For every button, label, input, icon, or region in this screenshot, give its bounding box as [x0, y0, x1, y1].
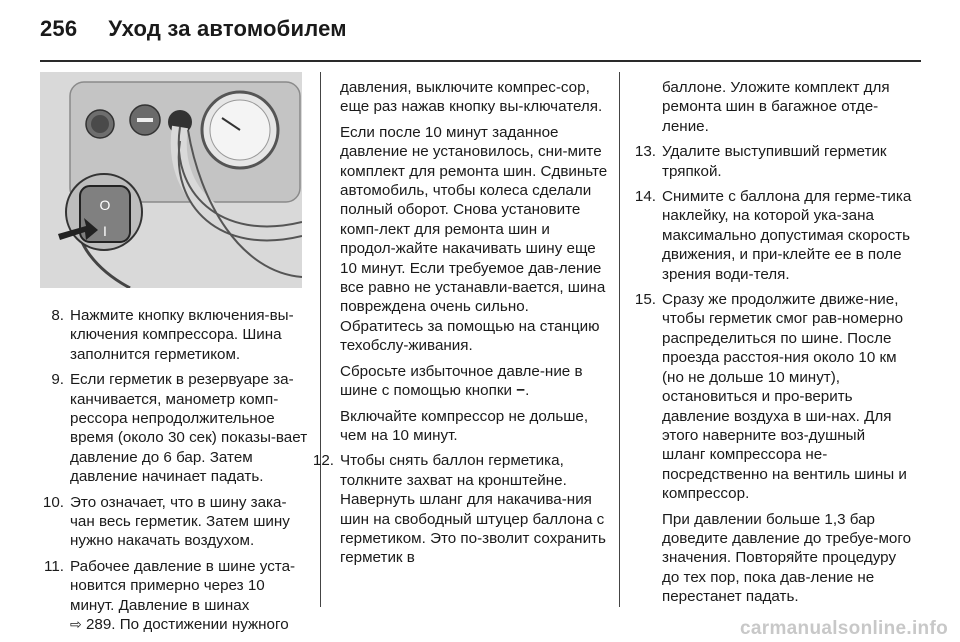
paragraph: Сбросьте избыточное давле-ние в шине с помощью кнопки −. — [340, 362, 583, 400]
step-number: 8. — [51, 307, 64, 324]
page-header — [40, 16, 347, 42]
step-text: Удалите выступивший герметик тряпкой. — [662, 143, 887, 180]
page-title: Уход за автомобилем — [108, 16, 347, 41]
header-rule — [40, 60, 921, 62]
step-text: Чтобы снять баллон герметика, толкните захват на кронштейне. Навернуть шланг для накачива-ния шин на свободный штуцер баллона с герметиком. Это по-зволит сохранить герметик в — [340, 452, 606, 567]
step-14 — [632, 187, 912, 284]
paragraph: баллоне. Уложите комплект для ремонта шин в багажное отде-ление. — [662, 79, 890, 135]
step-number: 9. — [51, 371, 64, 389]
paragraph: Включайте компрессор не дольше, чем на 10 минут. — [340, 407, 589, 444]
step-11 — [40, 557, 308, 635]
column-1 — [40, 306, 308, 641]
watermark: carmanualsonline.info — [740, 618, 948, 639]
paragraph: Если после 10 минут заданное давление не установилось, сни-мите комплект для ремонта шин. Сдвиньте автомобиль, чтобы колеса сделали полный оборот. Снова установите комп-лект для ремонта шин и продол-жайте накачивать шину еще 10 минут. Если требуемое дав-ление все равно не устанавли-вается, шина повреждена очень сильно. Обратитесь за помощью на станцию техобслу-живания. — [340, 123, 608, 355]
step-12 — [310, 451, 608, 567]
step-13 — [632, 142, 912, 181]
step-8 — [40, 306, 308, 364]
column-2 — [312, 78, 608, 574]
step-number: 10. — [42, 493, 64, 511]
page-number: 256 — [40, 16, 78, 41]
paragraph: давления, выключите компрес-сор, еще раз нажав кнопку вы-ключателя. — [340, 79, 603, 116]
step-text: Это означает, что в шину зака-чан весь герметик. Затем шину нужно накачать воздухом. — [70, 493, 290, 550]
inset-label-off: I — [103, 223, 107, 239]
compressor-illustration — [40, 72, 302, 288]
minus-button-icon: − — [516, 382, 526, 400]
inset-label-on: O — [99, 197, 111, 213]
step-9 — [40, 370, 308, 486]
step-number: 15. — [634, 291, 656, 309]
step-text: Если герметик в резервуаре за-канчивается, манометр комп-рессора непродолжительное время (около 30 сек) показы-вает давление до 6 бар. Затем давление начинает падать. — [70, 371, 308, 486]
compressor-drawing — [40, 72, 302, 288]
step-number: 11. — [44, 557, 64, 575]
step-text: Нажмите кнопку включения-вы-ключения компрессора. Шина заполнится герметиком. — [70, 307, 294, 363]
step-number: 12. — [312, 452, 334, 470]
step-text: Сразу же продолжите движе-ние, чтобы герметик смог рав-номерно распределиться по шине. После проезда расстоя-ния около 10 км (но не дольше 10 минут), остановиться и про-верить давление воздуха в ши-нах. Для этого наверните воз-душный шланг компрессора не-посредственно на вентиль шины и компрессор. При давлении больше 1,3 бар доведите давление до требуе-мого значения. Повторяйте процедуру до тех пор, пока дав-ление не перестанет падать. — [662, 291, 912, 606]
step-text: Рабочее давление в шине уста-новится примерно через 10 минут. Давление в шинах ⇨ 289. По достижении нужного — [70, 557, 296, 634]
column-divider — [619, 72, 620, 607]
step-15 — [632, 290, 912, 607]
step-number: 13. — [634, 143, 656, 161]
step-number: 14. — [634, 188, 656, 206]
column-3 — [634, 78, 912, 613]
arrow-right-icon[interactable]: ⇨ — [70, 616, 82, 633]
step-text: Снимите с баллона для герме-тика наклейку, на которой ука-зана максимально допустимая скорость движения, и при-клейте ее в поле зрения води-теля. — [662, 188, 912, 283]
step-10 — [40, 493, 308, 551]
